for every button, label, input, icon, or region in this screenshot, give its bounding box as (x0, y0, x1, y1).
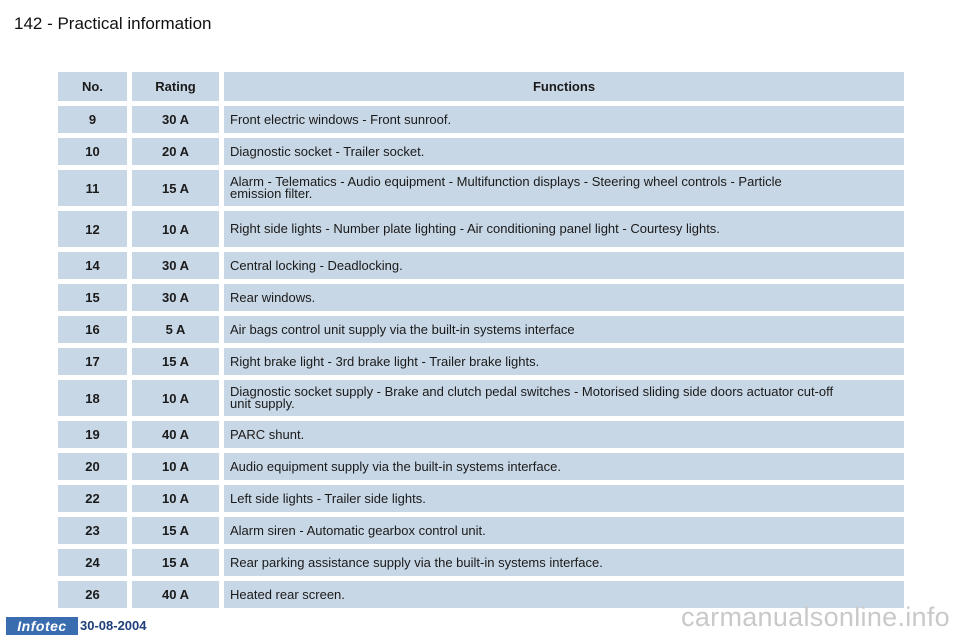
fuse-rating: 30 A (127, 284, 219, 311)
table-row (58, 138, 904, 165)
fuse-rating: 40 A (127, 581, 219, 608)
fuse-function: Right brake light - 3rd brake light - Trailer brake lights. (219, 348, 904, 375)
fuse-number: 10 (58, 138, 127, 165)
table-row (58, 485, 904, 512)
fuse-rating: 15 A (127, 348, 219, 375)
table-row (58, 170, 904, 206)
column-header-no: No. (58, 72, 127, 101)
table-row (58, 517, 904, 544)
table-row (58, 453, 904, 480)
fuse-rating: 30 A (127, 252, 219, 279)
fuse-number: 12 (58, 211, 127, 247)
fuse-function: Alarm - Telematics - Audio equipment - Multifunction displays - Steering wheel controls - Particle emission filter. (219, 170, 904, 206)
fuse-function: Rear windows. (219, 284, 904, 311)
fuse-function: Heated rear screen. (219, 581, 904, 608)
fuse-number: 14 (58, 252, 127, 279)
fuse-number: 20 (58, 453, 127, 480)
fuse-number: 17 (58, 348, 127, 375)
fuse-number: 18 (58, 380, 127, 416)
fuse-function: Alarm siren - Automatic gearbox control unit. (219, 517, 904, 544)
table-row (58, 106, 904, 133)
table-row (58, 549, 904, 576)
fuse-function: Diagnostic socket - Trailer socket. (219, 138, 904, 165)
fuse-rating: 30 A (127, 106, 219, 133)
fuse-rating: 15 A (127, 549, 219, 576)
fuse-rating: 5 A (127, 316, 219, 343)
table-row (58, 421, 904, 448)
table-row (58, 316, 904, 343)
fuse-number: 16 (58, 316, 127, 343)
fuse-number: 22 (58, 485, 127, 512)
fuse-table (58, 67, 904, 613)
table-row (58, 252, 904, 279)
table-row (58, 284, 904, 311)
page-title: 142 - Practical information (14, 14, 212, 33)
fuse-rating: 15 A (127, 517, 219, 544)
fuse-number: 23 (58, 517, 127, 544)
watermark: carmanualsonline.info (681, 602, 950, 632)
fuse-rating: 15 A (127, 170, 219, 206)
fuse-number: 26 (58, 581, 127, 608)
fuse-number: 19 (58, 421, 127, 448)
fuse-rating: 40 A (127, 421, 219, 448)
fuse-number: 15 (58, 284, 127, 311)
fuse-number: 9 (58, 106, 127, 133)
fuse-function: PARC shunt. (219, 421, 904, 448)
column-header-rating: Rating (127, 72, 219, 101)
fuse-function: Audio equipment supply via the built-in systems interface. (219, 453, 904, 480)
fuse-function: Front electric windows - Front sunroof. (219, 106, 904, 133)
fuse-rating: 20 A (127, 138, 219, 165)
fuse-function: Left side lights - Trailer side lights. (219, 485, 904, 512)
table-row (58, 211, 904, 247)
footer-date: 30-08-2004 (80, 618, 147, 633)
column-header-functions: Functions (219, 72, 904, 101)
table-header-row (58, 72, 904, 101)
fuse-rating: 10 A (127, 211, 219, 247)
fuse-rating: 10 A (127, 453, 219, 480)
fuse-function: Air bags control unit supply via the built-in systems interface (219, 316, 904, 343)
table-row (58, 380, 904, 416)
table-row (58, 348, 904, 375)
fuse-function: Central locking - Deadlocking. (219, 252, 904, 279)
fuse-number: 11 (58, 170, 127, 206)
fuse-rating: 10 A (127, 485, 219, 512)
fuse-function: Diagnostic socket supply - Brake and clutch pedal switches - Motorised sliding side doors actuator cut-off unit supply. (219, 380, 904, 416)
fuse-rating: 10 A (127, 380, 219, 416)
fuse-number: 24 (58, 549, 127, 576)
infotec-logo: Infotec (6, 617, 78, 635)
fuse-function: Right side lights - Number plate lighting - Air conditioning panel light - Courtesy lights. (219, 211, 904, 247)
fuse-function: Rear parking assistance supply via the built-in systems interface. (219, 549, 904, 576)
